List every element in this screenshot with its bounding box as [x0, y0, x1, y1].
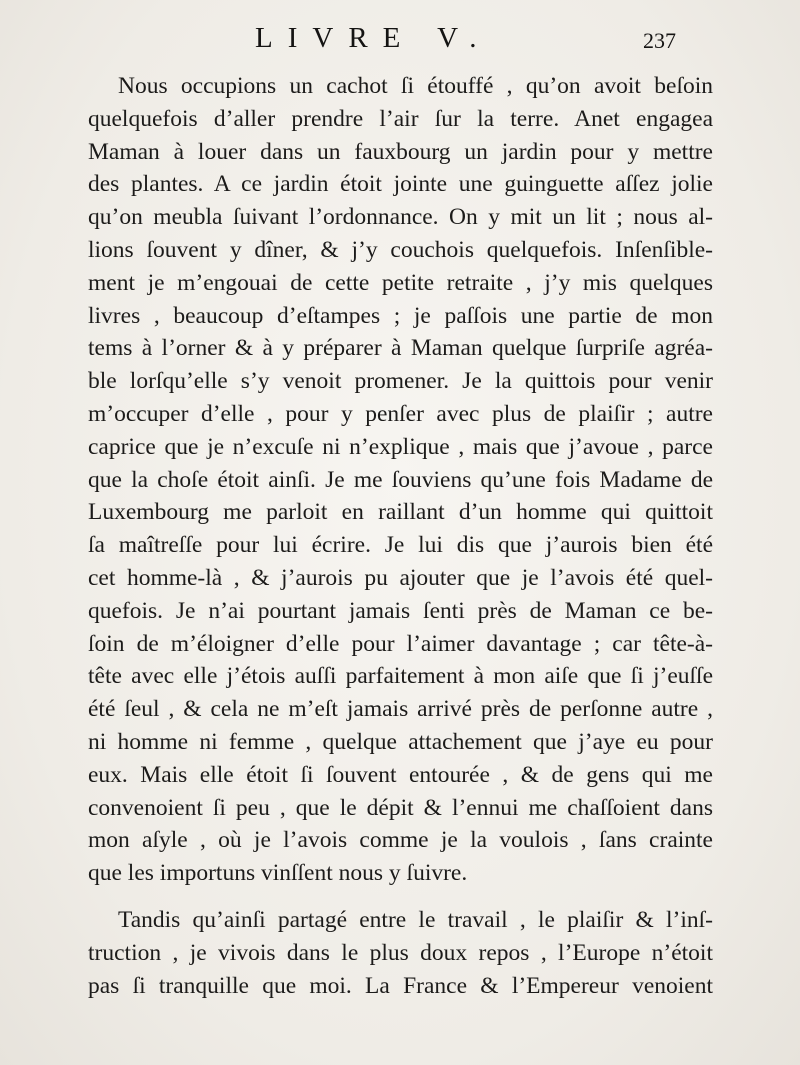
body-text	[88, 70, 713, 1002]
text-line: Luxembourg me parloit en raillant d’un homme qui quittoit	[88, 499, 713, 526]
text-line: truction , je vivois dans le plus doux repos , l’Europe n’étoit	[88, 939, 713, 966]
text-line: mon aſyle , où je l’avois comme je la voulois , ſans crainte	[88, 827, 713, 854]
text-line: ſa maîtreſſe pour lui écrire. Je lui dis que j’aurois bien été	[88, 532, 713, 559]
text-line: Nous occupions un cachot ſi étouffé , qu’on avoit beſoin	[118, 73, 713, 99]
text-line: livres , beaucoup d’eſtampes ; je paſſois une partie de mon	[88, 302, 713, 329]
text-line: caprice que je n’excuſe ni n’explique , mais que j’avoue , parce	[88, 433, 713, 460]
text-line: quefois. Je n’ai pourtant jamais ſenti près de Maman ce be-	[88, 597, 713, 624]
text-line: m’occuper d’elle , pour y penſer avec plus de plaiſir ; autre	[88, 400, 713, 427]
text-line: ni homme ni femme , quelque attachement que j’aye eu pour	[88, 728, 713, 755]
text-line: été ſeul , & cela ne m’eſt jamais arrivé près de perſonne autre ,	[88, 696, 713, 723]
text-line: quelquefois d’aller prendre l’air ſur la terre. Anet engagea	[88, 105, 713, 132]
text-line: des plantes. A ce jardin étoit jointe une guinguette aſſez jolie	[88, 171, 713, 198]
text-line: que la choſe étoit ainſi. Je me ſouviens qu’une fois Madame de	[88, 466, 713, 493]
text-line: Tandis qu’ainſi partagé entre le travail , le plaiſir & l’inſ-	[118, 906, 713, 933]
running-head	[0, 22, 800, 58]
text-line: Maman à louer dans un fauxbourg un jardin pour y mettre	[88, 138, 713, 165]
text-line: tête avec elle j’étois auſſi parfaitement à mon aiſe que ſi j’euſſe	[88, 663, 713, 690]
paragraph-gap	[88, 890, 713, 904]
running-title: LIVRE V.	[255, 22, 492, 54]
text-line: convenoient ſi peu , que le dépit & l’ennui me chaſſoient dans	[88, 794, 713, 821]
text-line: ſoin de m’éloigner d’elle pour l’aimer davantage ; car tête-à-	[88, 630, 713, 657]
text-line: eux. Mais elle étoit ſi ſouvent entourée , & de gens qui me	[88, 761, 713, 788]
paragraph-2	[88, 904, 713, 1002]
text-line: tems à l’orner & à y préparer à Maman quelque ſurpriſe agréa-	[88, 335, 713, 362]
text-line: qu’on meubla ſuivant l’ordonnance. On y mit un lit ; nous al-	[88, 204, 713, 231]
text-line: lions ſouvent y dîner, & j’y couchois quelquefois. Inſenſible-	[88, 236, 713, 263]
text-line: cet homme-là , & j’aurois pu ajouter que je l’avois été quel-	[88, 564, 713, 591]
page-number: 237	[643, 28, 676, 53]
text-line: ment je m’engouai de cette petite retraite , j’y mis quelques	[88, 269, 713, 296]
text-line: ble lorſqu’elle s’y venoit promener. Je la quittois pour venir	[88, 368, 713, 395]
paragraph-1	[88, 70, 713, 890]
text-line: que les importuns vinſſent nous y ſuivre.	[88, 860, 468, 887]
text-line: pas ſi tranquille que moi. La France & l’Empereur venoient	[88, 972, 713, 999]
